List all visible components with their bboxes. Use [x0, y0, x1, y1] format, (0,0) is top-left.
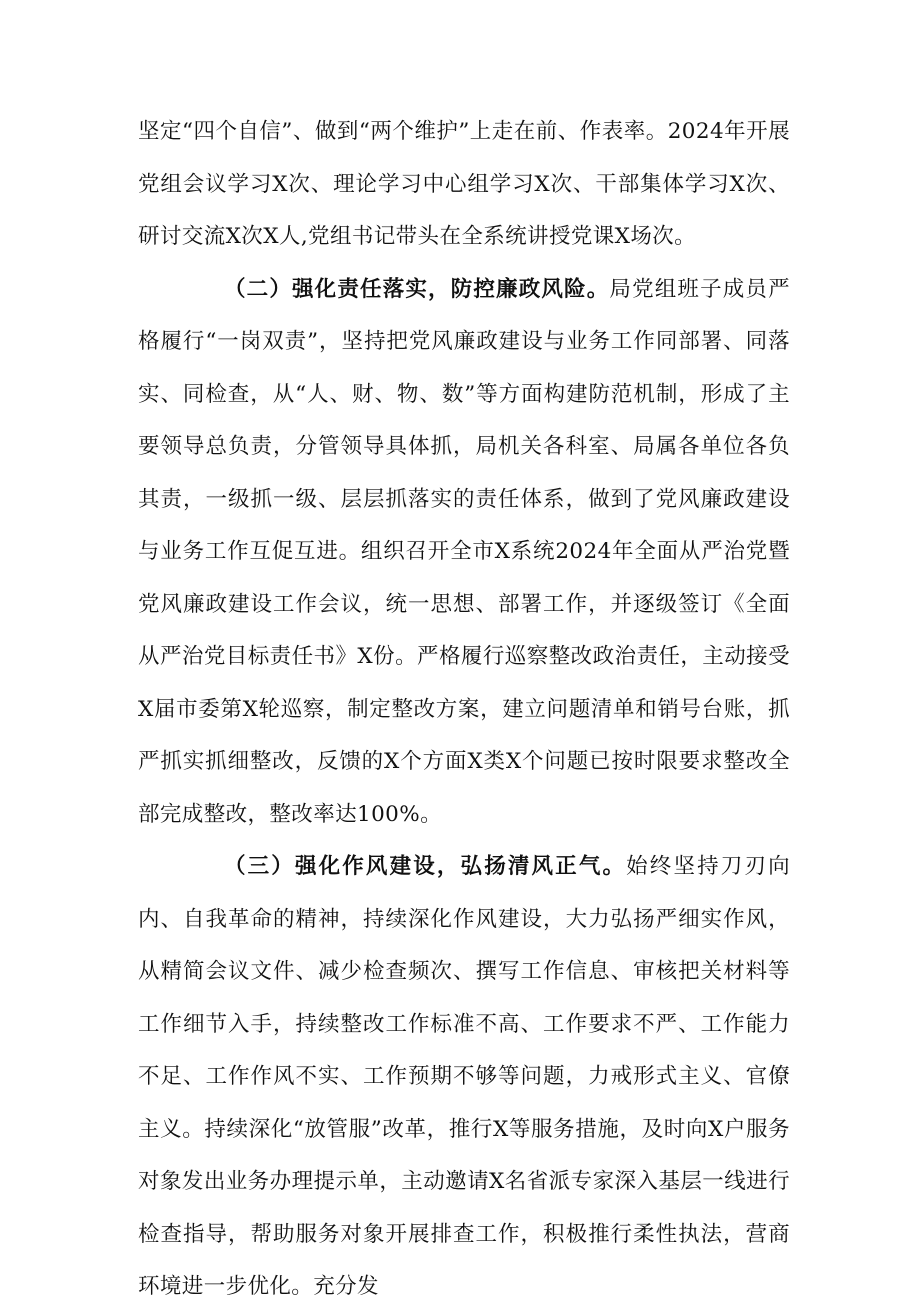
paragraph-text: 坚定“四个自信”、做到“两个维护”上走在前、作表率。2024年开展党组会议学习X次、理论学习中心组学习X次、干部集体学习X次、研讨交流X次X人,党组书记带头在全系统讲授党课X场次。 — [138, 119, 790, 249]
paragraph-text: 局党组班子成员严格履行“一岗双责”，坚持把党风廉政建设与业务工作同部署、同落实、同检查，从“人、财、物、数”等方面构建防范机制，形成了主要领导总负责，分管领导具体抓，局机关各科室、局属各单位各负其责，一级抓一级、层层抓落实的责任体系，做到了党风廉政建设与业务工作互促互进。组织召开全市X系统2024年全面从严治党暨党风廉政建设工作会议，统一思想、部署工作，并逐级签订《全面从严治党目标责任书》X份。严格履行巡察整改政治责任，主动接受X届市委第X轮巡察，制定整改方案，建立问题清单和销号台账，抓严抓实抓细整改，反馈的X个方面X类X个问题已按时限要求整改全部完成整改，整改率达100%。 — [138, 276, 790, 827]
paragraph-continuation — [138, 106, 790, 264]
section-heading: （三）强化作风建设，弘扬清风正气。 — [224, 854, 627, 879]
section-heading: （二）强化责任落实，防控廉政风险。 — [224, 276, 610, 302]
document-body — [138, 106, 790, 1314]
paragraph-text: 始终坚持刀刃向内、自我革命的精神，持续深化作风建设，大力弘扬严细实作风，从精简会议文件、减少检查频次、撰写工作信息、审核把关材料等工作细节入手，持续整改工作标准不高、工作要求不严、工作能力不足、工作作风不实、工作预期不够等问题，力戒形式主义、官僚主义。持续深化“放管服”改革，推行X等服务措施，及时向X户服务对象发出业务办理提示单，主动邀请X名省派专家深入基层一线进行检查指导，帮助服务对象开展排查工作，积极推行柔性执法，营商环境进一步优化。充分发 — [138, 854, 790, 1299]
paragraph-section-3 — [138, 841, 790, 1314]
paragraph-section-2 — [138, 264, 790, 842]
